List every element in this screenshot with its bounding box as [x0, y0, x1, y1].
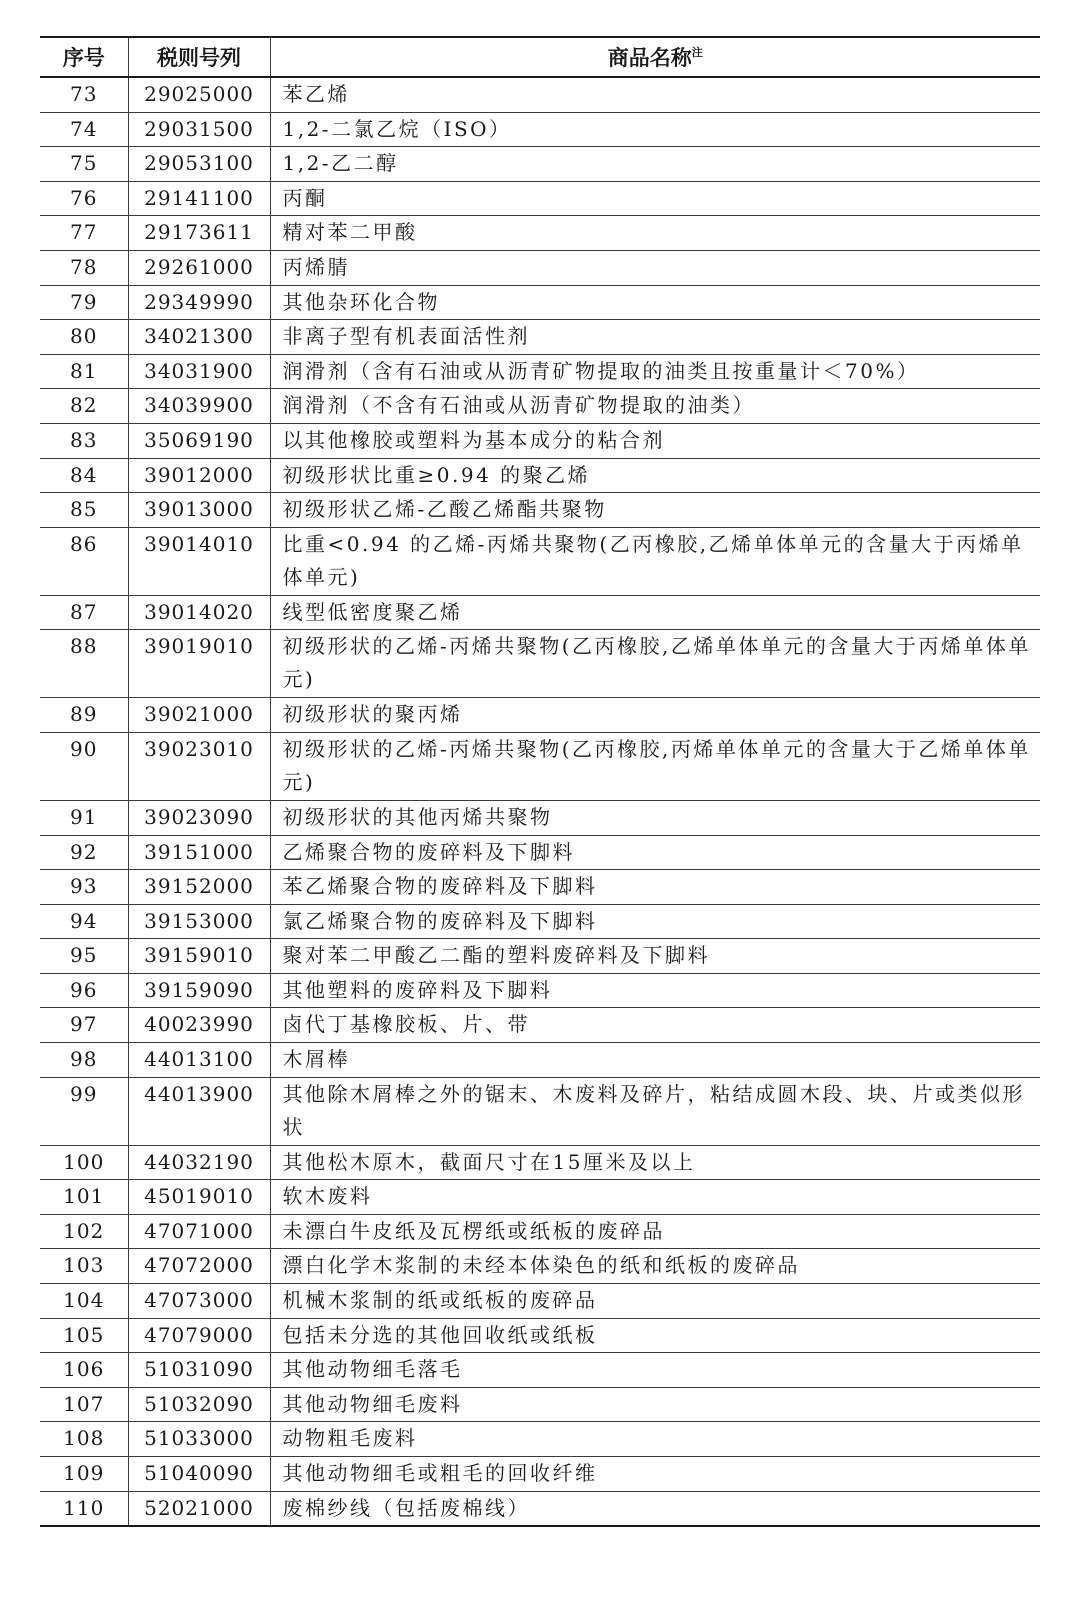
serial-number-cell: 91 [40, 800, 128, 835]
product-name-cell: 1,2-二氯乙烷（ISO） [270, 112, 1040, 147]
tariff-code-cell: 52021000 [128, 1491, 270, 1526]
serial-number-cell: 97 [40, 1008, 128, 1043]
product-name-cell: 润滑剂（含有石油或从沥青矿物提取的油类且按重量计＜70%） [270, 354, 1040, 389]
product-name-cell: 木屑棒 [270, 1043, 1040, 1078]
product-name-cell: 聚对苯二甲酸乙二酯的塑料废碎料及下脚料 [270, 939, 1040, 974]
table-row [40, 112, 1040, 147]
product-name-cell: 其他动物细毛废料 [270, 1387, 1040, 1422]
table-row [40, 1491, 1040, 1526]
serial-number-cell: 75 [40, 147, 128, 182]
table-row [40, 939, 1040, 974]
tariff-code-cell: 39159010 [128, 939, 270, 974]
tariff-code-cell: 29141100 [128, 181, 270, 216]
tariff-code-cell: 39012000 [128, 458, 270, 493]
product-name-cell: 其他塑料的废碎料及下脚料 [270, 973, 1040, 1008]
table-row [40, 1145, 1040, 1180]
product-name-cell: 漂白化学木浆制的未经本体染色的纸和纸板的废碎品 [270, 1249, 1040, 1284]
table-row [40, 250, 1040, 285]
serial-number-cell: 96 [40, 973, 128, 1008]
serial-number-cell: 94 [40, 904, 128, 939]
table-row [40, 1353, 1040, 1388]
product-name-cell: 其他动物细毛或粗毛的回收纤维 [270, 1457, 1040, 1492]
product-name-cell: 软木废料 [270, 1180, 1040, 1215]
product-name-cell: 其他杂环化合物 [270, 285, 1040, 320]
table-row [40, 973, 1040, 1008]
table-row [40, 77, 1040, 112]
tariff-code-cell: 51031090 [128, 1353, 270, 1388]
tariff-code-cell: 47079000 [128, 1318, 270, 1353]
serial-number-cell: 79 [40, 285, 128, 320]
tariff-code-cell: 44013100 [128, 1043, 270, 1078]
serial-number-cell: 78 [40, 250, 128, 285]
serial-number-cell: 90 [40, 732, 128, 800]
product-name-cell: 初级形状的乙烯-丙烯共聚物(乙丙橡胶,丙烯单体单元的含量大于乙烯单体单元) [270, 732, 1040, 800]
serial-number-cell: 101 [40, 1180, 128, 1215]
tariff-code-cell: 39159090 [128, 973, 270, 1008]
product-name-cell: 以其他橡胶或塑料为基本成分的粘合剂 [270, 423, 1040, 458]
product-name-cell: 废棉纱线（包括废棉线） [270, 1491, 1040, 1526]
serial-number-cell: 107 [40, 1387, 128, 1422]
product-name-cell: 氯乙烯聚合物的废碎料及下脚料 [270, 904, 1040, 939]
tariff-code-cell: 51040090 [128, 1457, 270, 1492]
table-row [40, 354, 1040, 389]
tariff-code-cell: 47071000 [128, 1214, 270, 1249]
product-name-cell: 初级形状乙烯-乙酸乙烯酯共聚物 [270, 493, 1040, 528]
tariff-code-cell: 29031500 [128, 112, 270, 147]
table-row [40, 493, 1040, 528]
product-name-cell: 初级形状比重≥0.94 的聚乙烯 [270, 458, 1040, 493]
header-product-name-label: 商品名称 [607, 45, 692, 70]
tariff-code-cell: 44013900 [128, 1077, 270, 1145]
product-name-cell: 线型低密度聚乙烯 [270, 595, 1040, 630]
product-name-cell: 未漂白牛皮纸及瓦楞纸或纸板的废碎品 [270, 1214, 1040, 1249]
serial-number-cell: 108 [40, 1422, 128, 1457]
table-row [40, 423, 1040, 458]
product-name-cell: 比重<0.94 的乙烯-丙烯共聚物(乙丙橡胶,乙烯单体单元的含量大于丙烯单体单元) [270, 527, 1040, 595]
tariff-code-cell: 29053100 [128, 147, 270, 182]
product-name-cell: 初级形状的其他丙烯共聚物 [270, 800, 1040, 835]
header-row [40, 37, 1040, 77]
serial-number-cell: 77 [40, 216, 128, 251]
serial-number-cell: 73 [40, 77, 128, 112]
table-row [40, 835, 1040, 870]
table-row [40, 732, 1040, 800]
product-name-cell: 丙烯腈 [270, 250, 1040, 285]
product-name-cell: 其他除木屑棒之外的锯末、木废料及碎片，粘结成圆木段、块、片或类似形状 [270, 1077, 1040, 1145]
tariff-code-cell: 45019010 [128, 1180, 270, 1215]
table-row [40, 458, 1040, 493]
table-row [40, 527, 1040, 595]
table-row [40, 1457, 1040, 1492]
tariff-code-cell: 44032190 [128, 1145, 270, 1180]
product-name-cell: 非离子型有机表面活性剂 [270, 320, 1040, 355]
serial-number-cell: 74 [40, 112, 128, 147]
table-row [40, 1043, 1040, 1078]
serial-number-cell: 100 [40, 1145, 128, 1180]
product-name-cell: 苯乙烯聚合物的废碎料及下脚料 [270, 870, 1040, 905]
header-serial-number: 序号 [40, 37, 128, 77]
header-tariff-code: 税则号列 [128, 37, 270, 77]
tariff-code-cell: 29261000 [128, 250, 270, 285]
tariff-code-cell: 51032090 [128, 1387, 270, 1422]
table-row [40, 1249, 1040, 1284]
product-name-cell: 苯乙烯 [270, 77, 1040, 112]
tariff-code-cell: 29173611 [128, 216, 270, 251]
table-row [40, 904, 1040, 939]
serial-number-cell: 81 [40, 354, 128, 389]
serial-number-cell: 87 [40, 595, 128, 630]
table-body [40, 77, 1040, 1526]
table-row [40, 1077, 1040, 1145]
serial-number-cell: 106 [40, 1353, 128, 1388]
tariff-code-cell: 39153000 [128, 904, 270, 939]
serial-number-cell: 86 [40, 527, 128, 595]
tariff-code-cell: 39019010 [128, 630, 270, 698]
table-row [40, 630, 1040, 698]
table-row [40, 595, 1040, 630]
tariff-code-cell: 39151000 [128, 835, 270, 870]
tariff-code-cell: 47073000 [128, 1284, 270, 1319]
table-row [40, 1387, 1040, 1422]
product-name-cell: 初级形状的乙烯-丙烯共聚物(乙丙橡胶,乙烯单体单元的含量大于丙烯单体单元) [270, 630, 1040, 698]
product-name-cell: 丙酮 [270, 181, 1040, 216]
table-row [40, 285, 1040, 320]
table-row [40, 1422, 1040, 1457]
product-name-cell: 其他动物细毛落毛 [270, 1353, 1040, 1388]
tariff-code-cell: 51033000 [128, 1422, 270, 1457]
serial-number-cell: 89 [40, 698, 128, 733]
table-row [40, 216, 1040, 251]
table-row [40, 1180, 1040, 1215]
serial-number-cell: 99 [40, 1077, 128, 1145]
table-row [40, 870, 1040, 905]
tariff-code-cell: 29349990 [128, 285, 270, 320]
table-row [40, 1284, 1040, 1319]
table-row [40, 147, 1040, 182]
table-row [40, 181, 1040, 216]
serial-number-cell: 103 [40, 1249, 128, 1284]
tariff-code-cell: 34021300 [128, 320, 270, 355]
product-name-cell: 卤代丁基橡胶板、片、带 [270, 1008, 1040, 1043]
product-name-cell: 动物粗毛废料 [270, 1422, 1040, 1457]
serial-number-cell: 105 [40, 1318, 128, 1353]
serial-number-cell: 102 [40, 1214, 128, 1249]
serial-number-cell: 80 [40, 320, 128, 355]
tariff-code-cell: 34039900 [128, 389, 270, 424]
table-row [40, 1214, 1040, 1249]
serial-number-cell: 110 [40, 1491, 128, 1526]
serial-number-cell: 95 [40, 939, 128, 974]
serial-number-cell: 92 [40, 835, 128, 870]
serial-number-cell: 76 [40, 181, 128, 216]
serial-number-cell: 83 [40, 423, 128, 458]
header-product-name [270, 37, 1040, 77]
tariff-code-cell: 40023990 [128, 1008, 270, 1043]
tariff-code-cell: 39014020 [128, 595, 270, 630]
product-name-cell: 包括未分选的其他回收纸或纸板 [270, 1318, 1040, 1353]
tariff-code-cell: 39021000 [128, 698, 270, 733]
serial-number-cell: 98 [40, 1043, 128, 1078]
tariff-code-cell: 34031900 [128, 354, 270, 389]
tariff-code-cell: 39152000 [128, 870, 270, 905]
serial-number-cell: 109 [40, 1457, 128, 1492]
product-name-cell: 1,2-乙二醇 [270, 147, 1040, 182]
header-note-mark: 注 [691, 46, 703, 59]
serial-number-cell: 93 [40, 870, 128, 905]
product-name-cell: 机械木浆制的纸或纸板的废碎品 [270, 1284, 1040, 1319]
tariff-code-cell: 35069190 [128, 423, 270, 458]
product-name-cell: 初级形状的聚丙烯 [270, 698, 1040, 733]
table-header [40, 37, 1040, 77]
tariff-code-cell: 29025000 [128, 77, 270, 112]
table-row [40, 800, 1040, 835]
serial-number-cell: 82 [40, 389, 128, 424]
tariff-code-cell: 39014010 [128, 527, 270, 595]
serial-number-cell: 85 [40, 493, 128, 528]
product-name-cell: 其他松木原木，截面尺寸在15厘米及以上 [270, 1145, 1040, 1180]
table-row [40, 320, 1040, 355]
table-row [40, 698, 1040, 733]
table-row [40, 389, 1040, 424]
tariff-code-cell: 39023090 [128, 800, 270, 835]
tariff-code-cell: 39023010 [128, 732, 270, 800]
table-row [40, 1008, 1040, 1043]
product-name-cell: 乙烯聚合物的废碎料及下脚料 [270, 835, 1040, 870]
serial-number-cell: 88 [40, 630, 128, 698]
serial-number-cell: 84 [40, 458, 128, 493]
tariff-table [40, 36, 1040, 1527]
product-name-cell: 润滑剂（不含有石油或从沥青矿物提取的油类） [270, 389, 1040, 424]
tariff-code-cell: 39013000 [128, 493, 270, 528]
product-name-cell: 精对苯二甲酸 [270, 216, 1040, 251]
tariff-code-cell: 47072000 [128, 1249, 270, 1284]
serial-number-cell: 104 [40, 1284, 128, 1319]
table-row [40, 1318, 1040, 1353]
